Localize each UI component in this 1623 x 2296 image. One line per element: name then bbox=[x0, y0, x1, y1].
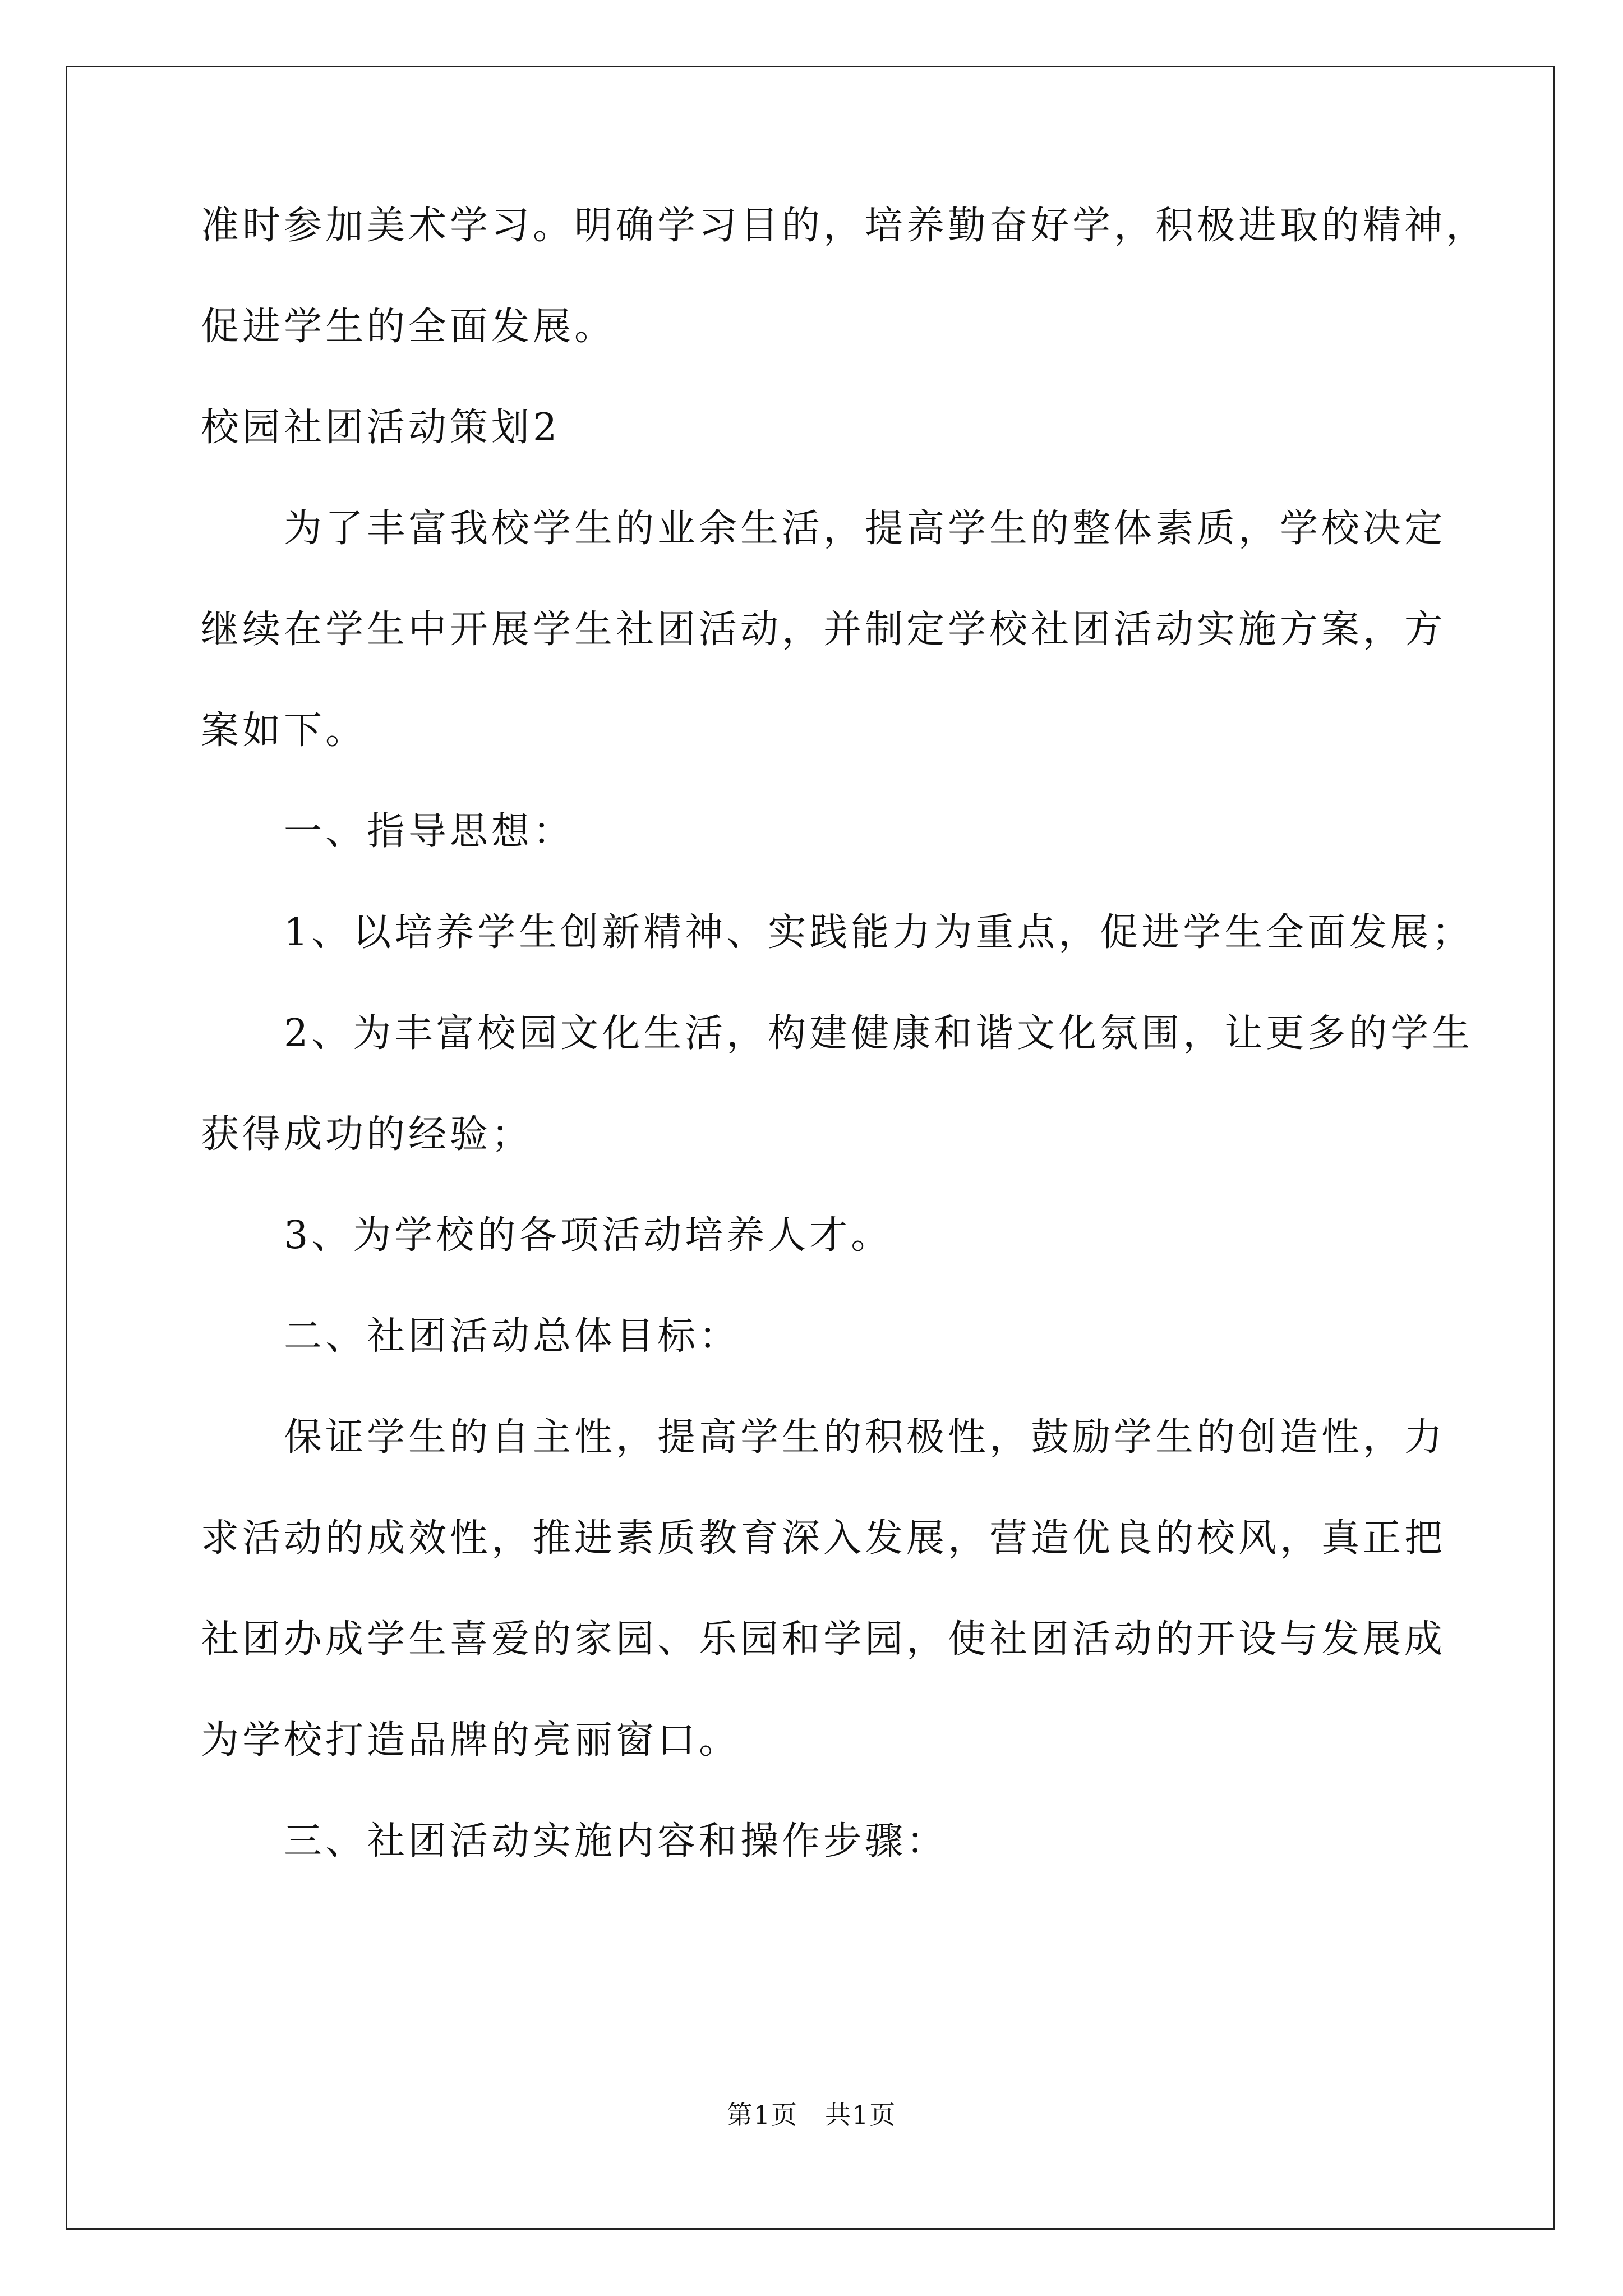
paragraph-line: 准时参加美术学习。明确学习目的，培养勤奋好学，积极进取的精神， bbox=[201, 204, 1488, 248]
subheading: 二、社团活动总体目标： bbox=[284, 1314, 741, 1359]
paragraph-line: 案如下。 bbox=[201, 708, 367, 753]
paragraph-line: 社团办成学生喜爱的家园、乐园和学园，使社团活动的开设与发展成 bbox=[201, 1617, 1446, 1662]
paragraph-line: 保证学生的自主性，提高学生的积极性，鼓励学生的创造性，力 bbox=[284, 1415, 1446, 1460]
subheading: 三、社团活动实施内容和操作步骤： bbox=[284, 1819, 948, 1864]
list-item: 1、以培养学生创新精神、实践能力为重点，促进学生全面发展； bbox=[284, 910, 1474, 955]
list-item-continuation: 获得成功的经验； bbox=[201, 1112, 533, 1157]
subheading: 一、指导思想： bbox=[284, 809, 575, 854]
page-footer: 第1页 共1页 bbox=[726, 2100, 897, 2130]
list-item: 2、为丰富校园文化生活，构建健康和谐文化氛围，让更多的学生 bbox=[284, 1011, 1474, 1056]
paragraph-line: 继续在学生中开展学生社团活动，并制定学校社团活动实施方案，方 bbox=[201, 608, 1446, 652]
paragraph-line: 促进学生的全面发展。 bbox=[201, 305, 616, 349]
paragraph-line: 为了丰富我校学生的业余生活，提高学生的整体素质，学校决定 bbox=[284, 507, 1446, 551]
paragraph-line: 为学校打造品牌的亮丽窗口。 bbox=[201, 1718, 741, 1763]
section-heading: 校园社团活动策划2 bbox=[201, 406, 561, 450]
paragraph-line: 求活动的成效性，推进素质教育深入发展，营造优良的校风，真正把 bbox=[201, 1516, 1446, 1561]
list-item: 3、为学校的各项活动培养人才。 bbox=[284, 1213, 893, 1258]
